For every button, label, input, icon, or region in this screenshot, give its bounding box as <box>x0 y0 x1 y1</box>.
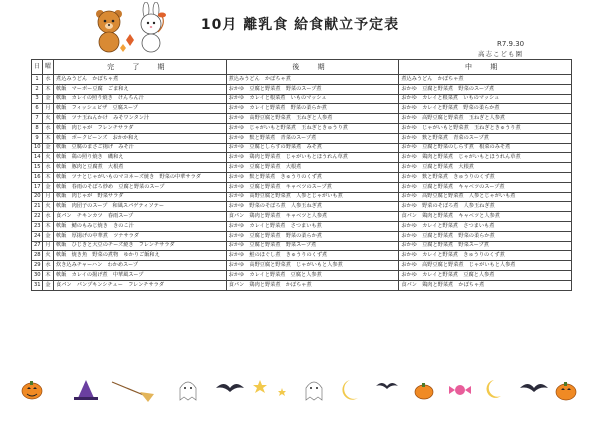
bat-icon <box>216 384 244 392</box>
table-row <box>32 192 572 202</box>
weekday-cell: 金 <box>43 94 54 104</box>
menu-table-body <box>32 75 572 291</box>
kanryo-menu-cell: 軟飯 マーボー豆腐 ごま和え <box>54 84 227 94</box>
chuki-menu-cell: 食パン 鶏肉と野菜煮 キャベツと人参煮 <box>399 212 572 222</box>
header-kanryo: 完 了 期 <box>54 60 227 75</box>
day-cell: 20 <box>32 192 43 202</box>
koki-menu-cell: おかゆ カレイと野菜煮 さつまいも煮 <box>226 221 399 231</box>
day-cell: 9 <box>32 133 43 143</box>
autumn-leaf-icon <box>120 34 134 52</box>
weekday-cell: 木 <box>43 172 54 182</box>
moon-icon <box>342 380 358 400</box>
kanryo-menu-cell: 軟飯 肉じゃが 野菜サラダ <box>54 192 227 202</box>
chuki-menu-cell: おかゆ 豆腐と野菜煮 野菜の柔らか煮 <box>399 231 572 241</box>
day-cell: 3 <box>32 94 43 104</box>
table-row <box>32 94 572 104</box>
koki-menu-cell: おかゆ 高野豆腐と野菜煮 人参とじゃがいも煮 <box>226 192 399 202</box>
page-title: 10月 離乳食 給食献立予定表 <box>200 17 400 33</box>
weekday-cell: 木 <box>43 270 54 280</box>
chuki-menu-cell: おかゆ カレイと野菜煮 野菜の柔らか煮 <box>399 104 572 114</box>
table-row <box>32 280 572 290</box>
table-row <box>32 172 572 182</box>
weekday-cell: 金 <box>43 143 54 153</box>
kanryo-menu-cell: 軟飯 豆腐のまさご揚げ みそ汁 <box>54 143 227 153</box>
koki-menu-cell: おかゆ 豆腐としらすの野菜煮 みそ煮 <box>226 143 399 153</box>
weekday-cell: 木 <box>43 84 54 94</box>
weekday-cell: 火 <box>43 153 54 163</box>
koki-menu-cell: おかゆ 豆腐と野菜煮 野菜スープ煮 <box>226 241 399 251</box>
day-cell: 10 <box>32 143 43 153</box>
table-row <box>32 133 572 143</box>
issue-date: R7.9.30 <box>497 40 525 48</box>
weekday-cell: 水 <box>43 212 54 222</box>
day-cell: 8 <box>32 123 43 133</box>
bat-icon <box>376 383 398 389</box>
day-cell: 21 <box>32 202 43 212</box>
chuki-menu-cell: おかゆ 鶏肉と野菜煮 じゃがいもとほうれん草煮 <box>399 153 572 163</box>
chuki-menu-cell: おかゆ じゃがいもと野菜煮 玉ねぎときゅうり煮 <box>399 123 572 133</box>
chuki-menu-cell: おかゆ 野菜のそぼろ煮 人参玉ねぎ煮 <box>399 202 572 212</box>
koki-menu-cell: おかゆ じゃがいもと野菜煮 玉ねぎときゅうり煮 <box>226 123 399 133</box>
chuki-menu-cell: おかゆ カレイと根菜煮 いものマッシュ <box>399 94 572 104</box>
broom-icon <box>112 382 154 402</box>
day-cell: 28 <box>32 251 43 261</box>
day-cell: 22 <box>32 212 43 222</box>
chuki-menu-cell: おかゆ 高野豆腐と野菜煮 じゃがいもと人参煮 <box>399 261 572 271</box>
day-cell: 2 <box>32 84 43 94</box>
kanryo-menu-cell: 軟飯 カレイの照り焼き けんちん汁 <box>54 94 227 104</box>
candy-icon <box>449 385 471 395</box>
table-row <box>32 231 572 241</box>
day-cell: 15 <box>32 163 43 173</box>
kanryo-menu-cell: 軟飯 厚揚げの中華煮 ツナサラダ <box>54 231 227 241</box>
weekday-cell: 火 <box>43 251 54 261</box>
day-cell: 16 <box>32 172 43 182</box>
koki-menu-cell: おかゆ 鮭のほぐし煮 きゅうりのくず煮 <box>226 251 399 261</box>
koki-menu-cell: おかゆ カレイと野菜煮 野菜の柔らか煮 <box>226 104 399 114</box>
weekday-cell: 金 <box>43 231 54 241</box>
header-day: 日 <box>32 60 43 75</box>
ghost-icon <box>306 382 322 400</box>
koki-menu-cell: おかゆ 高野豆腐と野菜煮 玉ねぎと人参煮 <box>226 114 399 124</box>
chuki-menu-cell: おかゆ 高野豆腐と野菜煮 玉ねぎと人参煮 <box>399 114 572 124</box>
koki-menu-cell: おかゆ 麩と野菜煮 きゅうりのくず煮 <box>226 172 399 182</box>
kanryo-menu-cell: 軟飯 カレイの揚げ煮 中華風スープ <box>54 270 227 280</box>
kanryo-menu-cell: 煮込みうどん かぼちゃ煮 <box>54 75 227 85</box>
koki-menu-cell: 煮込みうどん かぼちゃ煮 <box>226 75 399 85</box>
table-row <box>32 212 572 222</box>
table-row <box>32 104 572 114</box>
kanryo-menu-cell: 軟飯 肉じゃが フレンチサラダ <box>54 123 227 133</box>
kanryo-menu-cell: 軟飯 ひじきと大豆のチーズ焼き フレンチサラダ <box>54 241 227 251</box>
halloween-footer <box>20 374 580 404</box>
weekday-cell: 月 <box>43 241 54 251</box>
koki-menu-cell: おかゆ 豆腐と野菜煮 野菜の柔らか煮 <box>226 231 399 241</box>
day-cell: 14 <box>32 153 43 163</box>
bat-icon <box>520 384 548 392</box>
weekday-cell: 木 <box>43 221 54 231</box>
kanryo-menu-cell: 軟飯 肉団子のスープ 和風スパゲティソテー <box>54 202 227 212</box>
table-row <box>32 163 572 173</box>
koki-menu-cell: おかゆ 高野豆腐と野菜煮 じゃがいもと人参煮 <box>226 261 399 271</box>
header-koki: 後 期 <box>226 60 399 75</box>
kanryo-menu-cell: 軟飯 フィッシュピザ 豆腐スープ <box>54 104 227 114</box>
pumpkin-icon <box>556 382 576 400</box>
table-header-row <box>32 60 572 75</box>
day-cell: 23 <box>32 221 43 231</box>
kanryo-menu-cell: 軟飯 春雨のそぼろ炒め 豆腐と野菜のスープ <box>54 182 227 192</box>
weekday-cell: 水 <box>43 163 54 173</box>
day-cell: 29 <box>32 261 43 271</box>
chuki-menu-cell: おかゆ 豆腐と野菜煮 野菜スープ煮 <box>399 241 572 251</box>
weekday-cell: 火 <box>43 114 54 124</box>
chuki-menu-cell: 煮込みうどん かぼちゃ煮 <box>399 75 572 85</box>
koki-menu-cell: 食パン 鶏肉と野菜煮 かぼちゃ煮 <box>226 280 399 290</box>
table-row <box>32 123 572 133</box>
star-icon <box>253 380 286 396</box>
chuki-menu-cell: おかゆ 麩と野菜煮 きゅうりのくず煮 <box>399 172 572 182</box>
kanryo-menu-cell: 軟飯 ポークビーンズ おかか和え <box>54 133 227 143</box>
koki-menu-cell: おかゆ 麩と野菜煮 青菜のスープ煮 <box>226 133 399 143</box>
koki-menu-cell: おかゆ 豆腐と野菜煮 野菜のスープ煮 <box>226 84 399 94</box>
day-cell: 30 <box>32 270 43 280</box>
kanryo-menu-cell: 軟飯 焼き魚 野菜の煮物 ゆかりご飯和え <box>54 251 227 261</box>
table-row <box>32 221 572 231</box>
day-cell: 27 <box>32 241 43 251</box>
kanryo-menu-cell: 軟飯 鯖のもみじ焼き きのこ汁 <box>54 221 227 231</box>
weekday-cell: 月 <box>43 104 54 114</box>
koki-menu-cell: おかゆ カレイと野菜煮 豆腐と人参煮 <box>226 270 399 280</box>
chuki-menu-cell: おかゆ カレイと野菜煮 きゅうりのくず煮 <box>399 251 572 261</box>
table-row <box>32 84 572 94</box>
chuki-menu-cell: おかゆ 豆腐と野菜煮 大根煮 <box>399 163 572 173</box>
header-chuki: 中 期 <box>399 60 572 75</box>
pumpkin-icon <box>22 381 42 399</box>
chuki-menu-cell: おかゆ 豆腐と野菜のしらす煮 根菜のみそ煮 <box>399 143 572 153</box>
weekday-cell: 木 <box>43 133 54 143</box>
kanryo-menu-cell: 軟飯 ツナ玉ねんかけ みそワンタン汁 <box>54 114 227 124</box>
weekday-cell: 水 <box>43 123 54 133</box>
menu-table <box>31 59 572 291</box>
header-weekday: 曜 <box>43 60 54 75</box>
koki-menu-cell: 食パン 鶏肉と野菜煮 キャベツと人参煮 <box>226 212 399 222</box>
table-row <box>32 153 572 163</box>
day-cell: 24 <box>32 231 43 241</box>
day-cell: 6 <box>32 104 43 114</box>
koki-menu-cell: おかゆ 豆腐と野菜煮 大根煮 <box>226 163 399 173</box>
kanryo-menu-cell: 食パン チキンカツ 春雨スープ <box>54 212 227 222</box>
day-cell: 7 <box>32 114 43 124</box>
chuki-menu-cell: おかゆ 豆腐と野菜煮 キャベツのスープ煮 <box>399 182 572 192</box>
koki-menu-cell: おかゆ カレイと根菜煮 いものマッシュ <box>226 94 399 104</box>
table-row <box>32 261 572 271</box>
ghost-icon <box>180 382 196 400</box>
chuki-menu-cell: おかゆ カレイと野菜煮 豆腐と人参煮 <box>399 270 572 280</box>
weekday-cell: 水 <box>43 75 54 85</box>
table-row <box>32 202 572 212</box>
day-cell: 31 <box>32 280 43 290</box>
weekday-cell: 水 <box>43 261 54 271</box>
table-row <box>32 75 572 85</box>
pumpkin-icon <box>415 383 433 399</box>
weekday-cell: 金 <box>43 280 54 290</box>
koki-menu-cell: おかゆ 鶏肉と野菜煮 じゃがいもとほうれん草煮 <box>226 153 399 163</box>
day-cell: 17 <box>32 182 43 192</box>
table-row <box>32 241 572 251</box>
kanryo-menu-cell: 食パン パンプキンシチュー フレンチサラダ <box>54 280 227 290</box>
kanryo-menu-cell: 軟飯 ツナとじゃがいものマヨネーズ焼き 野菜の中華サラダ <box>54 172 227 182</box>
chuki-menu-cell: おかゆ 高野豆腐と野菜煮 人参とじゃがいも煮 <box>399 192 572 202</box>
weekday-cell: 火 <box>43 202 54 212</box>
table-row <box>32 114 572 124</box>
table-row <box>32 270 572 280</box>
chuki-menu-cell: おかゆ カレイと野菜煮 さつまいも煮 <box>399 221 572 231</box>
day-cell: 1 <box>32 75 43 85</box>
witch-hat-icon <box>74 380 98 400</box>
kanryo-menu-cell: 炊き込みチャーハン わかめスープ <box>54 261 227 271</box>
table-row <box>32 182 572 192</box>
chuki-menu-cell: おかゆ 麩と野菜煮 青菜のスープ煮 <box>399 133 572 143</box>
koki-menu-cell: おかゆ 野菜のそぼろ煮 人参玉ねぎ煮 <box>226 202 399 212</box>
table-row <box>32 143 572 153</box>
school-name: 高志こども園 <box>478 50 523 58</box>
kanryo-menu-cell: 軟飯 鶏の照り焼き 磯和え <box>54 153 227 163</box>
table-row <box>32 251 572 261</box>
koki-menu-cell: おかゆ 豆腐と野菜煮 キャベツのスープ煮 <box>226 182 399 192</box>
moon-icon <box>487 380 501 398</box>
weekday-cell: 月 <box>43 192 54 202</box>
chuki-menu-cell: おかゆ 豆腐と野菜煮 野菜のスープ煮 <box>399 84 572 94</box>
chuki-menu-cell: 食パン 鶏肉と野菜煮 かぼちゃ煮 <box>399 280 572 290</box>
weekday-cell: 金 <box>43 182 54 192</box>
kanryo-menu-cell: 軟飯 豚肉と豆腐煮 大根煮 <box>54 163 227 173</box>
